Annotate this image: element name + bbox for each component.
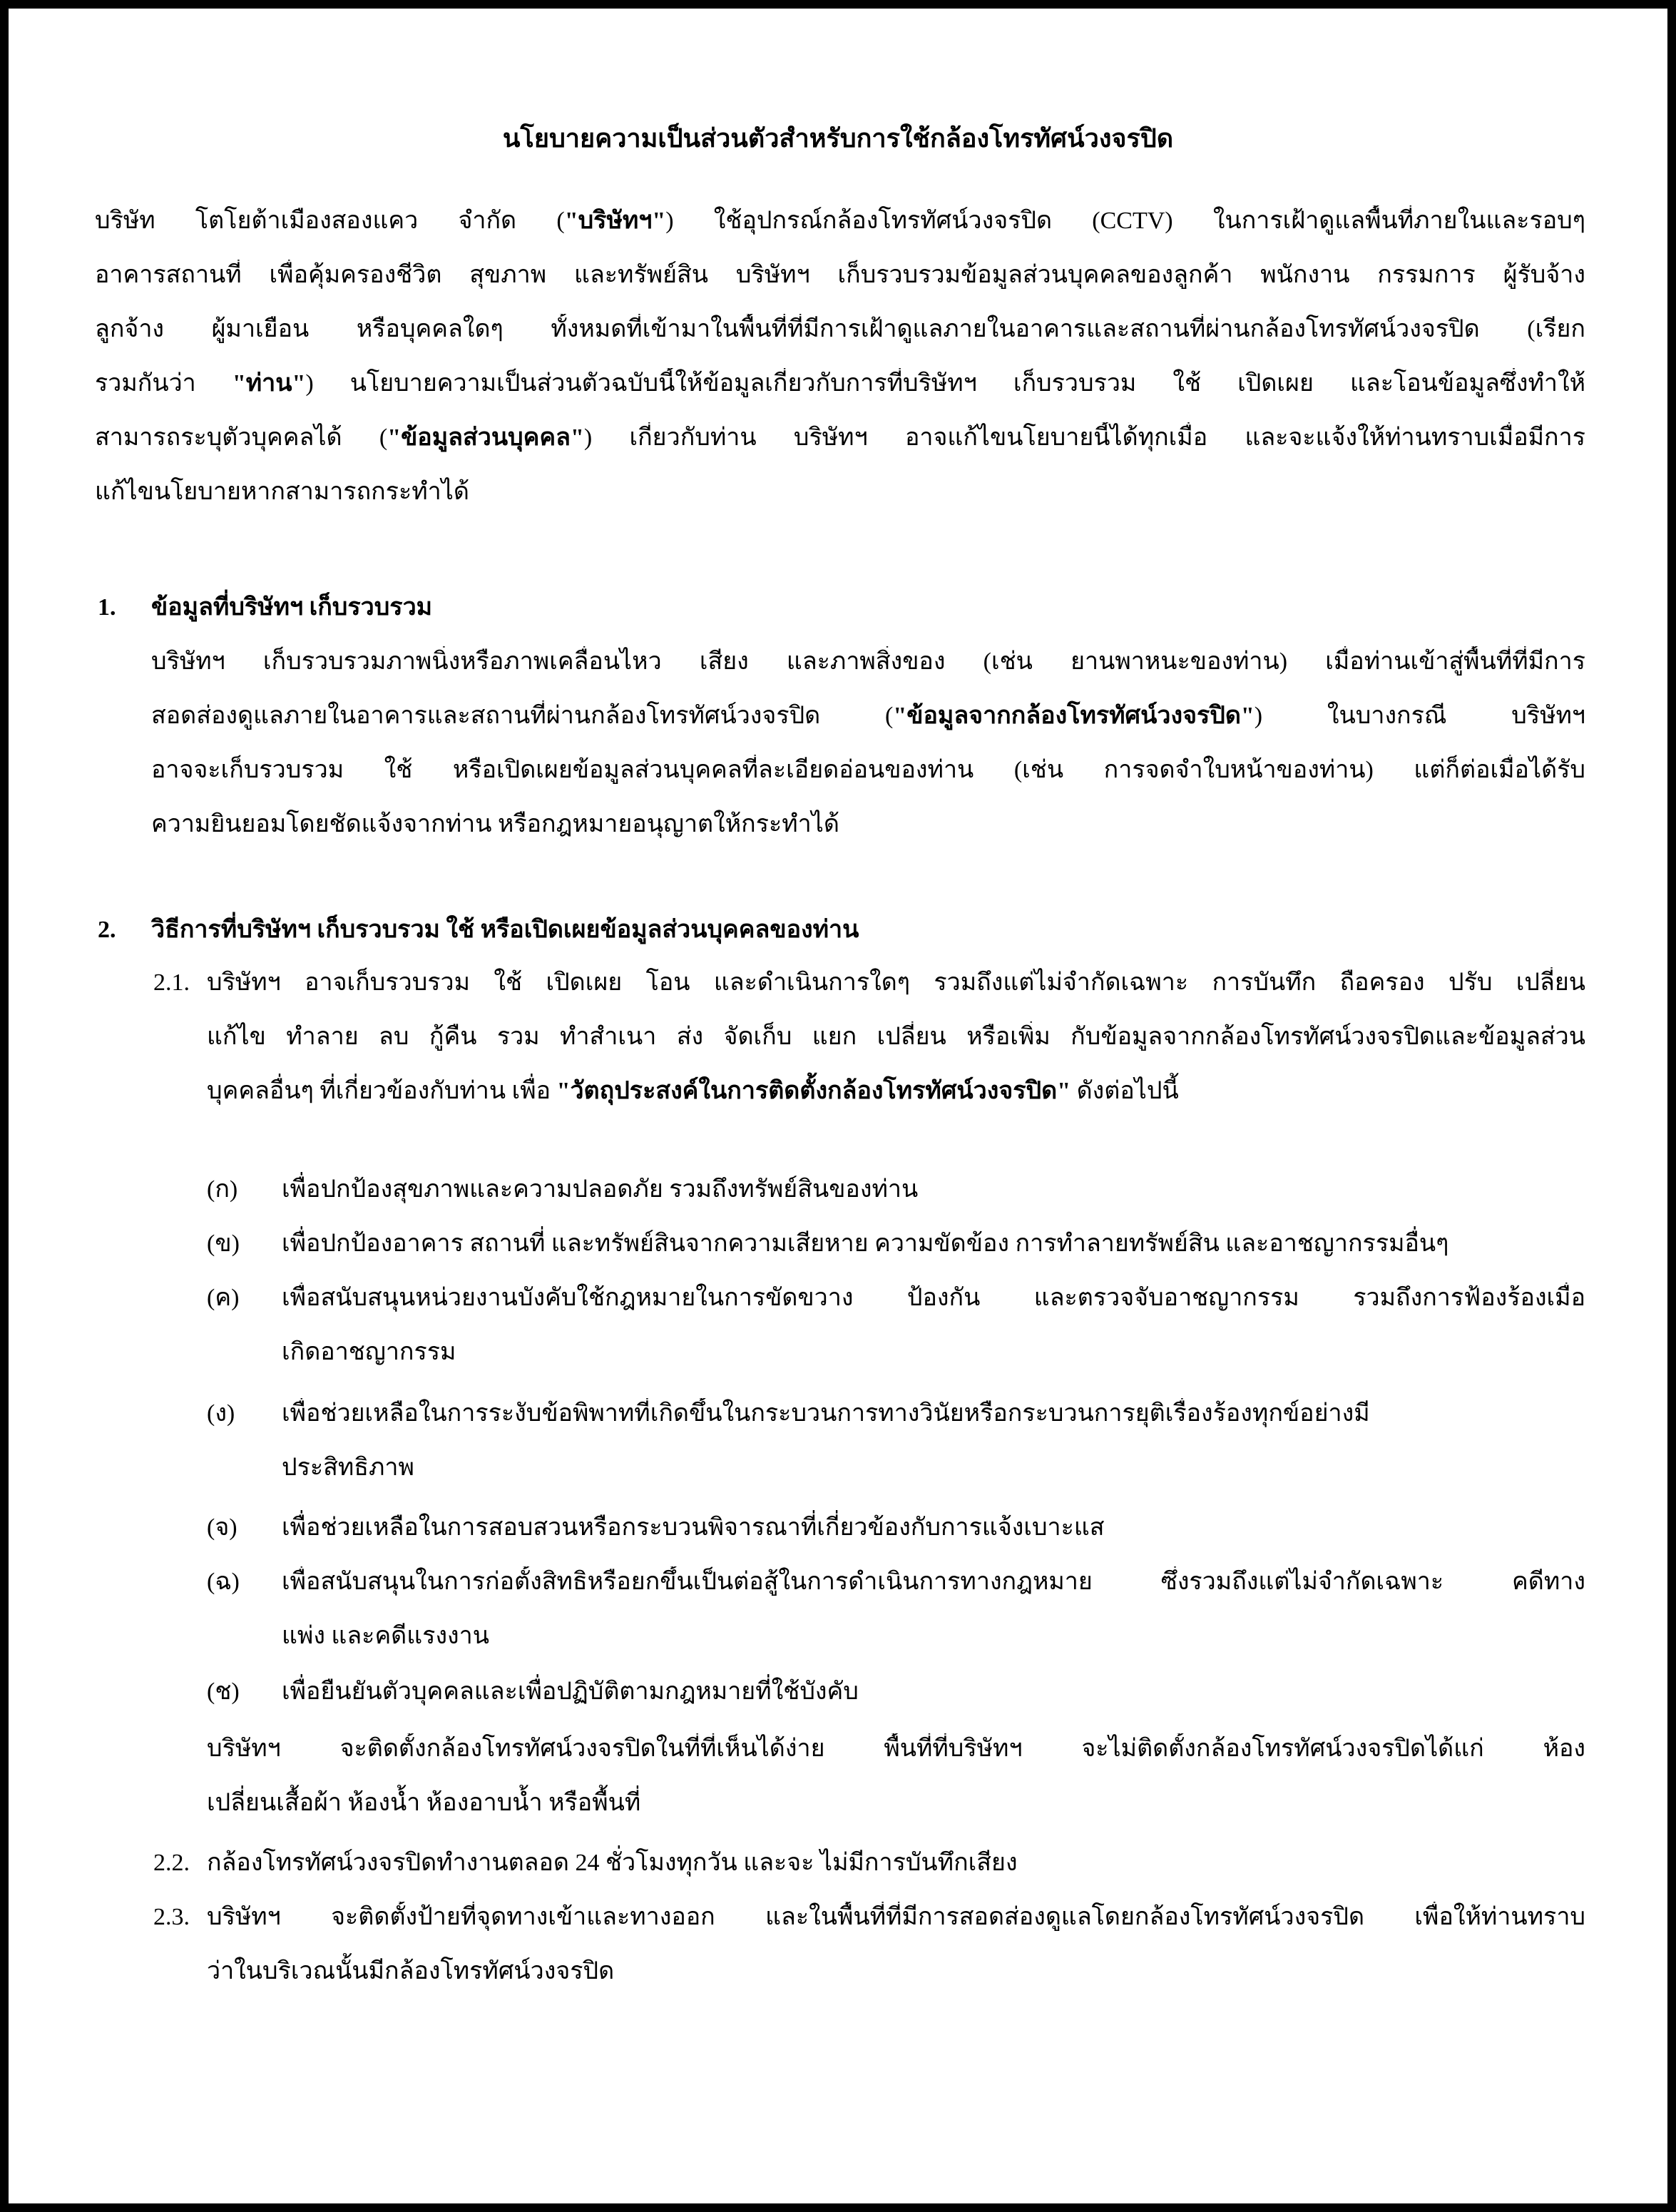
purpose-item-label: (ค)	[207, 1285, 240, 1311]
subsection-2-1-line: แก้ไข ทำลาย ลบ กู้คืน รวม ทำสำเนา ส่ง จัดเก็บ แยก เปลี่ยน หรือเพิ่ม กับข้อมูลจากกล้องโทรทัศน์วงจรปิดและข้อมูลส่วน	[207, 1024, 1585, 1050]
purpose-item-text: ประสิทธิภาพ	[282, 1454, 414, 1481]
intro-line: อาคารสถานที่ เพื่อคุ้มครองชีวิต สุขภาพ และทรัพย์สิน บริษัทฯ เก็บรวบรวมข้อมูลส่วนบุคคลของลูกค้า พนักงาน กรรมการ ผู้รับจ้าง	[95, 262, 1585, 288]
intro-line: ลูกจ้าง ผู้มาเยือน หรือบุคคลใดๆ ทั้งหมดที่เข้ามาในพื้นที่ที่มีการเฝ้าดูแลภายในอาคารและสถานที่ผ่านกล้องโทรทัศน์วงจรปิด (เรียก	[95, 316, 1585, 342]
intro-line: รวมกันว่า "ท่าน") นโยบายความเป็นส่วนตัวฉบับนี้ให้ข้อมูลเกี่ยวกับการที่บริษัทฯ เก็บรวบรวม ใช้ เปิดเผย และโอนข้อมูลซึ่งทำให้	[95, 370, 1585, 397]
purpose-item-label: (ง)	[207, 1400, 235, 1427]
purpose-item-text: เพื่อปกป้องอาคาร สถานที่ และทรัพย์สินจากความเสียหาย ความขัดข้อง การทำลายทรัพย์สิน และอาชญากรรมอื่นๆ	[282, 1230, 1449, 1257]
document-page	[9, 9, 1667, 2203]
section-1-line: ความยินยอมโดยชัดแจ้งจากท่าน หรือกฎหมายอนุญาตให้กระทำได้	[151, 811, 839, 837]
purpose-item-label: (ฉ)	[207, 1569, 240, 1595]
subsection-2-3-line: ว่าในบริเวณนั้นมีกล้องโทรทัศน์วงจรปิด	[207, 1958, 615, 1984]
purpose-item-label: (ก)	[207, 1176, 238, 1203]
intro-line: บริษัท โตโยต้าเมืองสองแคว จำกัด ("บริษัทฯ") ใช้อุปกรณ์กล้องโทรทัศน์วงจรปิด (CCTV) ในการเฝ้าดูแลพื้นที่ภายในและรอบๆ	[95, 208, 1585, 234]
section-2-heading: วิธีการที่บริษัทฯ เก็บรวบรวม ใช้ หรือเปิดเผยข้อมูลส่วนบุคคลของท่าน	[151, 917, 859, 943]
purpose-item-text: แพ่ง และคดีแรงงาน	[282, 1623, 489, 1649]
intro-line: สามารถระบุตัวบุคคลได้ ("ข้อมูลส่วนบุคคล") เกี่ยวกับท่าน บริษัทฯ อาจแก้ไขนโยบายนี้ได้ทุกเมื่อ และจะแจ้งให้ท่านทราบเมื่อมีการ	[95, 424, 1585, 451]
purpose-item-label: (ช)	[207, 1678, 240, 1705]
section-1-number: 1.	[98, 594, 116, 621]
subsection-2-2-number: 2.2.	[153, 1850, 190, 1876]
subsection-2-3-line: บริษัทฯ จะติดตั้งป้ายที่จุดทางเข้าและทางออก และในพื้นที่ที่มีการสอดส่องดูแลโดยกล้องโทรทัศน์วงจรปิด เพื่อให้ท่านทราบ	[207, 1904, 1585, 1930]
intro-line: แก้ไขนโยบายหากสามารถกระทำได้	[95, 479, 469, 505]
purpose-item-text: เพื่อสนับสนุนในการก่อตั้งสิทธิหรือยกขึ้นเป็นต่อสู้ในการดำเนินการทางกฎหมาย ซึ่งรวมถึงแต่ไม่จำกัดเฉพาะ คดีทาง	[282, 1569, 1585, 1595]
section-1-line: สอดส่องดูแลภายในอาคารและสถานที่ผ่านกล้องโทรทัศน์วงจรปิด ("ข้อมูลจากกล้องโทรทัศน์วงจรปิด") ในบางกรณี บริษัทฯ	[151, 703, 1585, 729]
purpose-item-text: เพื่อสนับสนุนหน่วยงานบังคับใช้กฎหมายในการขัดขวาง ป้องกัน และตรวจจับอาชญากรรม รวมถึงการฟ้องร้องเมื่อ	[282, 1285, 1585, 1311]
section-1-line: อาจจะเก็บรวบรวม ใช้ หรือเปิดเผยข้อมูลส่วนบุคคลที่ละเอียดอ่อนของท่าน (เช่น การจดจำใบหน้าของท่าน) แต่ก็ต่อเมื่อได้รับ	[151, 757, 1585, 783]
purpose-item-text: เพื่อช่วยเหลือในการระงับข้อพิพาทที่เกิดขึ้นในกระบวนการทางวินัยหรือกระบวนการยุติเรื่องร้องทุกข์อย่างมี	[282, 1400, 1370, 1427]
installation-note-line: บริษัทฯ จะติดตั้งกล้องโทรทัศน์วงจรปิดในที่ที่เห็นได้ง่าย พื้นที่ที่บริษัทฯ จะไม่ติดตั้งกล้องโทรทัศน์วงจรปิดได้แก่ ห้อง	[207, 1736, 1585, 1762]
purpose-item-label: (จ)	[207, 1514, 237, 1541]
page-title: นโยบายความเป็นส่วนตัวสำหรับการใช้กล้องโทรทัศน์วงจรปิด	[502, 124, 1174, 153]
subsection-2-1-line: บุคคลอื่นๆ ที่เกี่ยวข้องกับท่าน เพื่อ "วัตถุประสงค์ในการติดตั้งกล้องโทรทัศน์วงจรปิด" ดังต่อไปนี้	[207, 1078, 1179, 1104]
installation-note-line: เปลี่ยนเสื้อผ้า ห้องน้ำ ห้องอาบน้ำ หรือพื้นที่	[207, 1790, 641, 1816]
purpose-item-label: (ข)	[207, 1230, 240, 1257]
purpose-item-text: เพื่อยืนยันตัวบุคคลและเพื่อปฏิบัติตามกฎหมายที่ใช้บังคับ	[282, 1678, 859, 1705]
subsection-2-2-line: กล้องโทรทัศน์วงจรปิดทำงานตลอด 24 ชั่วโมงทุกวัน และจะ ไม่มีการบันทึกเสียง	[207, 1850, 1018, 1876]
section-1-heading: ข้อมูลที่บริษัทฯ เก็บรวบรวม	[151, 594, 433, 621]
purpose-item-text: เพื่อช่วยเหลือในการสอบสวนหรือกระบวนพิจารณาที่เกี่ยวข้องกับการแจ้งเบาะแส	[282, 1514, 1105, 1541]
section-1-line: บริษัทฯ เก็บรวบรวมภาพนิ่งหรือภาพเคลื่อนไหว เสียง และภาพสิ่งของ (เช่น ยานพาหนะของท่าน) เมื่อท่านเข้าสู่พื้นที่ที่มีการ	[151, 648, 1585, 675]
purpose-item-text: เพื่อปกป้องสุขภาพและความปลอดภัย รวมถึงทรัพย์สินของท่าน	[282, 1176, 919, 1203]
purpose-item-text: เกิดอาชญากรรม	[282, 1339, 456, 1365]
subsection-2-1-number: 2.1.	[153, 969, 190, 996]
subsection-2-3-number: 2.3.	[153, 1904, 190, 1930]
policy-document	[9, 9, 1667, 2203]
subsection-2-1-line: บริษัทฯ อาจเก็บรวบรวม ใช้ เปิดเผย โอน และดำเนินการใดๆ รวมถึงแต่ไม่จำกัดเฉพาะ การบันทึก ถือครอง ปรับ เปลี่ยน	[207, 969, 1585, 996]
section-2-number: 2.	[98, 917, 116, 943]
